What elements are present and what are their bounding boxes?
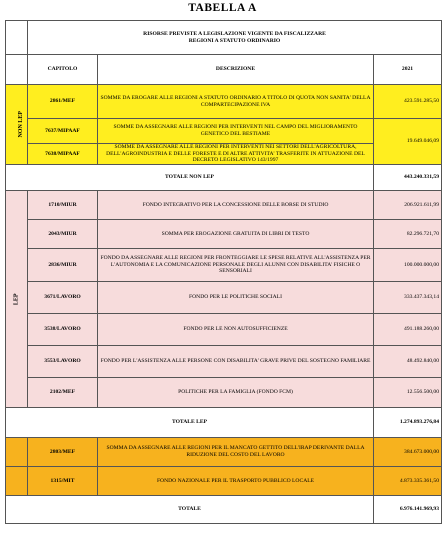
table-row <box>6 378 442 408</box>
table-row <box>6 249 442 282</box>
header-line-1: RISORSE PREVISTE A LEGISLAZIONE VIGENTE DA FISCALIZZARE <box>143 30 326 37</box>
table-row <box>6 85 442 119</box>
capitolo-cell: 2043/MIUR <box>28 220 98 249</box>
section-label-non-lep: NON LEP <box>6 85 28 165</box>
capitolo-cell: 3671/LAVORO <box>28 282 98 314</box>
capitolo-cell: 2803/MEF <box>28 438 98 467</box>
table-row <box>6 220 442 249</box>
col-header-descrizione: DESCRIZIONE <box>98 55 374 85</box>
total-row <box>6 408 442 438</box>
descrizione-cell: SOMME DA ASSEGNARE ALLE REGIONI PER INTERVENTI NEL CAMPO DEL MIGLIORAMENTO GENETICO DEL BESTIAME <box>98 119 374 144</box>
table-row <box>6 282 442 314</box>
totale-label: TOTALE <box>6 496 374 524</box>
col-header-anno: 2021 <box>374 55 442 85</box>
totale-non-lep-label: TOTALE NON LEP <box>6 165 374 191</box>
descrizione-cell: SOMMA DA ASSEGNARE ALLE REGIONI PER IL MANCATO GETTITO DELL'IRAP DERIVANTE DALLA RIDUZIONE DEL COSTO DEL LAVORO <box>98 438 374 467</box>
totale-lep-label: TOTALE LEP <box>6 408 374 438</box>
capitolo-cell: 2861/MEF <box>28 85 98 119</box>
table-row <box>6 438 442 467</box>
descrizione-cell: FONDO PER LE POLITICHE SOCIALI <box>98 282 374 314</box>
totale-amount: 6.976.141.969,93 <box>374 496 442 524</box>
capitolo-cell: 3553/LAVORO <box>28 346 98 378</box>
table-row <box>6 467 442 496</box>
importo-cell: 333.437.343,14 <box>374 282 442 314</box>
descrizione-cell: POLITICHE PER LA FAMIGLIA (FONDO FCM) <box>98 378 374 408</box>
importo-cell: 48.492.840,00 <box>374 346 442 378</box>
table-row <box>6 314 442 346</box>
descrizione-cell: FONDO NAZIONALE PER IL TRASPORTO PUBBLICO LOCALE <box>98 467 374 496</box>
descrizione-cell: FONDO PER LE NON AUTOSUFFICIENZE <box>98 314 374 346</box>
descrizione-cell: SOMME DA EROGARE ALLE REGIONI A STATUTO ORDINARIO A TITOLO DI QUOTA NON SANITA' DELLA COMPARTECIPAZIONE IVA <box>98 85 374 119</box>
totale-non-lep-amount: 443.240.331,59 <box>374 165 442 191</box>
importo-cell: 491.188.260,00 <box>374 314 442 346</box>
descrizione-cell: SOMMA PER EROGAZIONE GRATUITA DI LIBRI DI TESTO <box>98 220 374 249</box>
importo-cell: 423.591.285,50 <box>374 85 442 119</box>
total-row <box>6 496 442 524</box>
importo-cell: 82.296.721,70 <box>374 220 442 249</box>
table-header <box>28 21 442 55</box>
capitolo-cell: 1315/MIT <box>28 467 98 496</box>
col-header-capitolo: CAPITOLO <box>28 55 98 85</box>
importo-cell: 384.673.000,00 <box>374 438 442 467</box>
descrizione-cell: SOMME DA ASSEGNARE ALLE REGIONI PER INTERVENTI NEI SETTORI DELL'AGRICOLTURA, DELL'AGROINDUSTRIA E DELLE FORESTE E DI ALTRE ATTIVITA' TRASFERITE IN ATTUAZIONE DEL DECRETO LEGISLATIVO 143/1997 <box>98 144 374 165</box>
colhdr-blank-cell <box>6 55 28 85</box>
fiscal-table <box>5 20 442 524</box>
section-label-lep: LEP <box>6 191 28 408</box>
blank-side-cell <box>6 467 28 496</box>
table-row <box>6 191 442 220</box>
header-line-2: REGIONI A STATUTO ORDINARIO <box>188 37 281 44</box>
capitolo-cell: 7638/MIPAAF <box>28 144 98 165</box>
importo-cell: 19.649.046,09 <box>374 119 442 165</box>
table-row <box>6 346 442 378</box>
total-row <box>6 165 442 191</box>
importo-cell: 12.556.500,00 <box>374 378 442 408</box>
descrizione-cell: FONDO PER L'ASSISTENZA ALLE PERSONE CON DISABILITA' GRAVE PRIVE DEL SOSTEGNO FAMILIARE <box>98 346 374 378</box>
capitolo-cell: 1710/MIUR <box>28 191 98 220</box>
capitolo-cell: 3538/LAVORO <box>28 314 98 346</box>
descrizione-cell: FONDO INTEGRATIVO PER LA CONCESSIONE DELLE BORSE DI STUDIO <box>98 191 374 220</box>
totale-lep-amount: 1.274.893.276,84 <box>374 408 442 438</box>
header-blank-cell <box>6 21 28 55</box>
importo-cell: 206.921.611,99 <box>374 191 442 220</box>
descrizione-cell: FONDO DA ASSEGNARE ALLE REGIONI PER FRONTEGGIARE LE SPESE RELATIVE ALL'ASSISTENZA PER L'AUTONOMIA E LA COMUNICAZIONE PERSONALE DEGLI ALUNNI CON DISABILITA' FISICHE O SENSORIALI <box>98 249 374 282</box>
blank-side-cell <box>6 438 28 467</box>
table-row <box>6 119 442 144</box>
importo-cell: 4.873.335.361,50 <box>374 467 442 496</box>
table-title: TABELLA A <box>188 2 257 14</box>
importo-cell: 100.000.000,00 <box>374 249 442 282</box>
capitolo-cell: 7637/MIPAAF <box>28 119 98 144</box>
capitolo-cell: 2836/MIUR <box>28 249 98 282</box>
capitolo-cell: 2102/MEF <box>28 378 98 408</box>
